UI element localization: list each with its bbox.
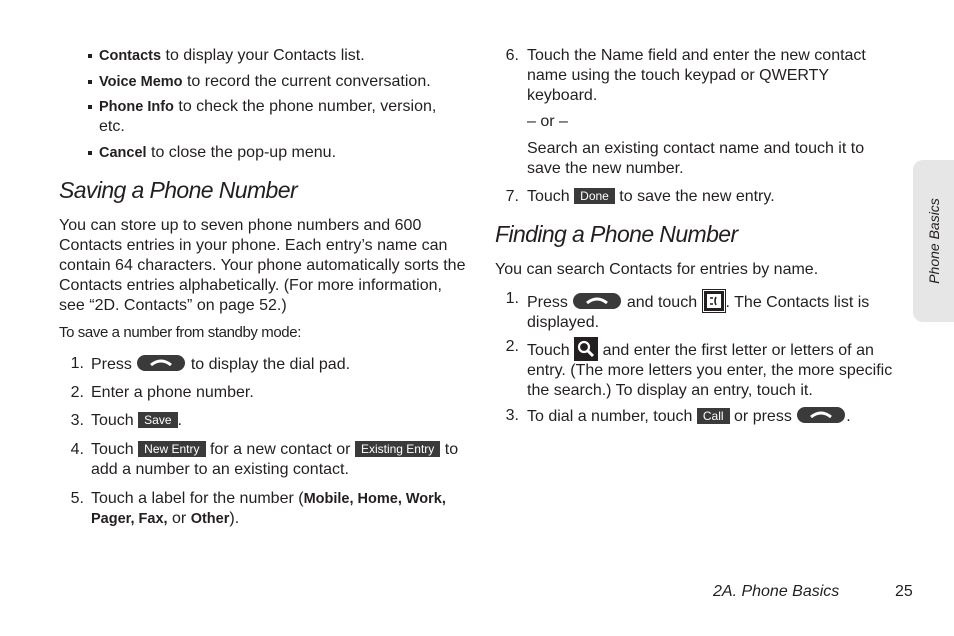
step-4: Touch New Entry for a new contact or Existing Entry to add a number to an existing contact. bbox=[91, 441, 459, 478]
search-icon[interactable] bbox=[574, 337, 598, 361]
step-number: 3. bbox=[505, 407, 519, 424]
new-entry-button[interactable]: New Entry bbox=[138, 441, 205, 457]
section-tab-label: Phone Basics bbox=[925, 198, 942, 284]
step-number: 1. bbox=[70, 355, 84, 372]
step-number: 7. bbox=[505, 188, 519, 205]
step-1: Press to display the dial pad. bbox=[91, 356, 351, 373]
heading-saving: Saving a Phone Number bbox=[59, 177, 297, 203]
phone-talk-icon bbox=[136, 354, 186, 372]
phone-talk-icon bbox=[572, 292, 622, 310]
step-number: 2. bbox=[505, 338, 519, 355]
step-number: 2. bbox=[70, 384, 84, 401]
step-number: 1. bbox=[505, 290, 519, 307]
step-2: Enter a phone number. bbox=[91, 384, 254, 401]
bullet-square bbox=[88, 105, 92, 109]
subhead-standby: To save a number from standby mode: bbox=[59, 324, 301, 341]
bullet-square bbox=[88, 80, 92, 84]
step-number: 3. bbox=[70, 412, 84, 429]
page-number: 25 bbox=[895, 583, 913, 600]
step-number: 5. bbox=[70, 490, 84, 507]
intro-saving: You can store up to seven phone numbers and 600 Contacts entries in your phone. Each entry’s name can contain 64 characters. Your phone automatically sorts the Contacts entries alphabetically. (For more information, see “2D. Contacts” on page 52.) bbox=[59, 217, 466, 314]
footer-section: 2A. Phone Basics bbox=[713, 583, 840, 600]
bullet-voice-memo: Voice Memo to record the current conversation. bbox=[88, 72, 468, 92]
save-button[interactable]: Save bbox=[138, 412, 177, 428]
step-6-alternative: Search an existing contact name and touch it to save the new number. bbox=[527, 140, 865, 177]
existing-entry-button[interactable]: Existing Entry bbox=[355, 441, 440, 457]
done-button[interactable]: Done bbox=[574, 188, 615, 204]
bullet-square bbox=[88, 151, 92, 155]
contacts-card-icon[interactable] bbox=[702, 289, 726, 313]
bullet-phone-info: Phone Info to check the phone number, version, etc. bbox=[88, 97, 466, 137]
call-button[interactable]: Call bbox=[697, 408, 730, 424]
step-6: Touch the Name field and enter the new contact name using the touch keypad or QWERTY keyboard. bbox=[527, 47, 866, 104]
bullet-square bbox=[88, 54, 92, 58]
step-number: 4. bbox=[70, 441, 84, 458]
find-step-1: Press and touch . The Contacts list is displayed. bbox=[527, 289, 902, 333]
step-number: 6. bbox=[505, 47, 519, 64]
phone-talk-icon bbox=[796, 406, 846, 424]
intro-finding: You can search Contacts for entries by name. bbox=[495, 261, 819, 278]
section-tab bbox=[913, 160, 954, 322]
step-5: Touch a label for the number (Mobile, Home, Work, Pager, Fax, or Other). bbox=[91, 490, 446, 527]
heading-finding: Finding a Phone Number bbox=[495, 221, 738, 247]
bullet-contacts: Contacts to display your Contacts list. bbox=[88, 46, 468, 66]
find-step-3: To dial a number, touch Call or press . bbox=[527, 408, 851, 425]
find-step-2: Touch and enter the first letter or letters of an entry. (The more letters you enter, the more specific the search.) To display an entry, touch it. bbox=[527, 337, 905, 401]
step-7: Touch Done to save the new entry. bbox=[527, 188, 775, 205]
step-3: Touch Save . bbox=[91, 412, 182, 429]
or-separator: – or – bbox=[527, 113, 568, 130]
bullet-cancel: Cancel to close the pop-up menu. bbox=[88, 143, 468, 163]
